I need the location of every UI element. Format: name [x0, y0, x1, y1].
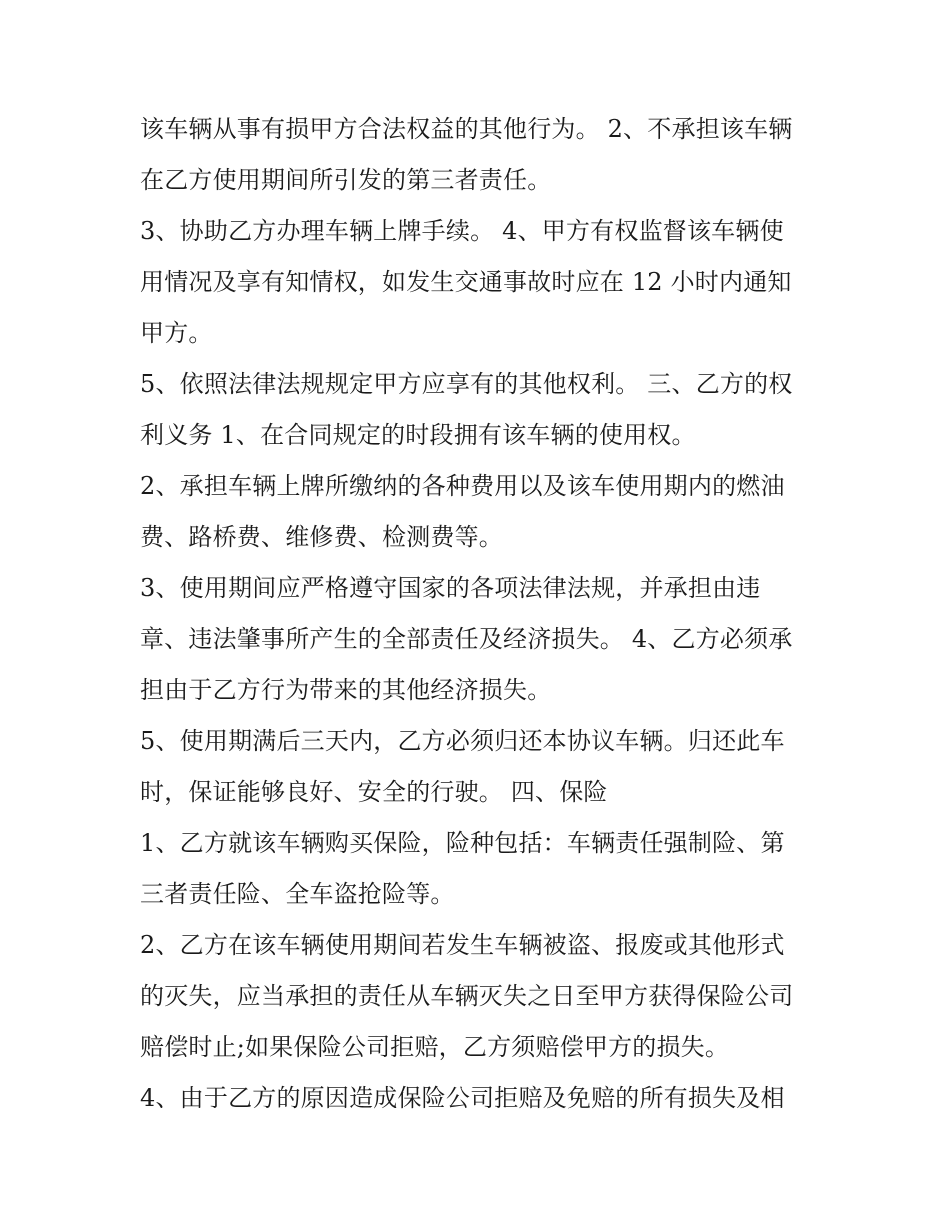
text-line: 担由于乙方行为带来的其他经济损失。 — [140, 676, 552, 704]
contract-text-body — [140, 104, 820, 1124]
text-line: 时，保证能够良好、安全的行驶。 四、保险 — [140, 778, 608, 806]
text-line: 3、协助乙方办理车辆上牌手续。 4、甲方有权监督该车辆使 — [140, 217, 784, 245]
text-line: 利义务 1、在合同规定的时段拥有该车辆的使用权。 — [140, 421, 696, 449]
text-line: 在乙方使用期间所引发的第三者责任。 — [140, 166, 552, 194]
text-line: 甲方。 — [140, 319, 213, 347]
text-line: 4、由于乙方的原因造成保险公司拒赔及免赔的所有损失及相 — [140, 1084, 785, 1112]
text-line: 三者责任险、全车盗抢险等。 — [140, 880, 455, 908]
text-line: 2、乙方在该车辆使用期间若发生车辆被盗、报废或其他形式 — [140, 931, 785, 959]
text-line: 1、乙方就该车辆购买保险，险种包括：车辆责任强制险、第 — [140, 829, 785, 857]
text-line: 3、使用期间应严格遵守国家的各项法律法规，并承担由违 — [140, 574, 761, 602]
text-line: 费、路桥费、维修费、检测费等。 — [140, 523, 503, 551]
text-line: 的灭失，应当承担的责任从车辆灭失之日至甲方获得保险公司 — [140, 982, 794, 1010]
text-line: 该车辆从事有损甲方合法权益的其他行为。 2、不承担该车辆 — [140, 115, 793, 143]
text-line: 2、承担车辆上牌所缴纳的各种费用以及该车使用期内的燃油 — [140, 472, 785, 500]
text-line: 用情况及享有知情权，如发生交通事故时应在 12 小时内通知 — [140, 268, 792, 296]
text-line: 5、使用期满后三天内，乙方必须归还本协议车辆。归还此车 — [140, 727, 785, 755]
text-line: 章、违法肇事所产生的全部责任及经济损失。 4、乙方必须承 — [140, 625, 793, 653]
text-line: 赔偿时止;如果保险公司拒赔，乙方须赔偿甲方的损失。 — [140, 1033, 730, 1061]
text-line: 5、依照法律法规规定甲方应享有的其他权利。 三、乙方的权 — [140, 370, 793, 398]
